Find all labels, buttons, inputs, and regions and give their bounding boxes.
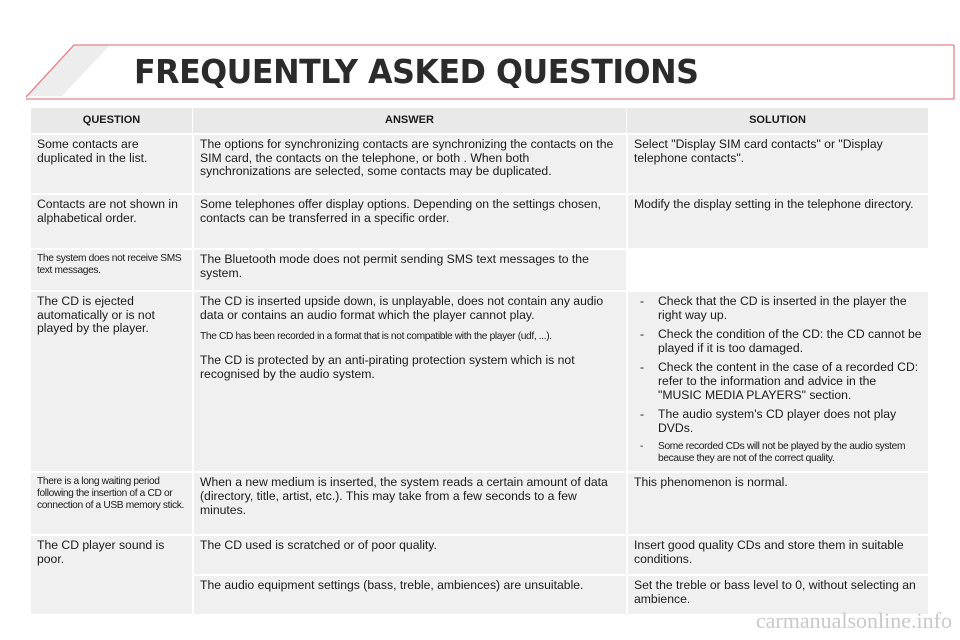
header-tab-shape xyxy=(26,45,110,96)
table-row xyxy=(31,290,928,471)
column-header-answer: ANSWER xyxy=(192,108,626,133)
solution-cell: Set the treble or bass level to 0, without selecting an ambience. xyxy=(626,574,928,614)
answer-cell: The Bluetooth mode does not permit sending SMS text messages to the system. xyxy=(192,248,626,290)
list-item: - Check the condition of the CD: the CD cannot be played if it is too damaged. xyxy=(640,327,922,355)
header-band xyxy=(0,0,960,102)
page-title: FREQUENTLY ASKED QUESTIONS xyxy=(134,52,699,91)
answer-paragraph: The CD is inserted upside down, is unplayable, does not contain any audio data or contains an audio format which the player cannot play. xyxy=(200,294,604,322)
solution-cell: Select "Display SIM card contacts" or "Display telephone contacts". xyxy=(626,133,928,193)
answer-cell: When a new medium is inserted, the system reads a certain amount of data (directory, title, artist, etc.). This may take from a few seconds to a few minutes. xyxy=(192,471,626,534)
list-item: - Check that the CD is inserted in the player the right way up. xyxy=(640,294,907,322)
question-cell: Contacts are not shown in alphabetical order. xyxy=(31,193,192,248)
list-item: - Some recorded CDs will not be played by the audio system because they are not of the correct quality. xyxy=(640,441,906,465)
solution-list xyxy=(634,295,922,465)
answer-cell: Some telephones offer display options. Depending on the settings chosen, contacts can be transferred in a specific order. xyxy=(192,193,626,248)
answer-cell: The options for synchronizing contacts are synchronizing the contacts on the SIM card, the contacts on the telephone, or both . When both synchronizations are selected, some contacts may be duplicated. xyxy=(192,133,626,193)
table-row xyxy=(31,471,928,534)
question-cell: The CD is ejected automatically or is not played by the player. xyxy=(31,290,192,471)
solution-cell: Modify the display setting in the telephone directory. xyxy=(626,193,928,248)
answer-cell xyxy=(192,290,626,471)
answer-paragraph: The CD is protected by an anti-pirating protection system which is not recognised by the audio system. xyxy=(200,353,575,381)
table-row xyxy=(31,248,928,290)
list-item: - The audio system's CD player does not play DVDs. xyxy=(640,407,897,435)
answer-paragraph: The CD has been recorded in a format that is not compatible with the player (udf, ...). xyxy=(200,331,552,343)
solution-cell: Insert good quality CDs and store them in suitable conditions. xyxy=(626,534,928,574)
table-row xyxy=(31,133,928,193)
table-row xyxy=(31,534,928,574)
list-item: - Check the content in the case of a recorded CD: refer to the information and advice in the "MUSIC MEDIA PLAYERS" section. xyxy=(640,360,919,402)
answer-cell: The audio equipment settings (bass, treble, ambiences) are unsuitable. xyxy=(192,574,626,614)
table-header-row xyxy=(31,108,928,133)
question-cell: The system does not receive SMS text messages. xyxy=(31,248,192,290)
solution-cell: This phenomenon is normal. xyxy=(626,471,928,534)
table-row xyxy=(31,193,928,248)
question-cell: Some contacts are duplicated in the list. xyxy=(31,133,192,193)
watermark: carmanualsonline.info xyxy=(755,608,952,633)
column-header-solution: SOLUTION xyxy=(626,108,928,133)
faq-table xyxy=(31,108,928,614)
question-cell: There is a long waiting period following the insertion of a CD or connection of a USB memory stick. xyxy=(31,471,192,534)
question-cell: The CD player sound is poor. xyxy=(31,534,192,614)
answer-cell: The CD used is scratched or of poor quality. xyxy=(192,534,626,574)
solution-cell xyxy=(626,290,928,471)
column-header-question: QUESTION xyxy=(31,108,192,133)
solution-cell-empty xyxy=(626,248,928,290)
